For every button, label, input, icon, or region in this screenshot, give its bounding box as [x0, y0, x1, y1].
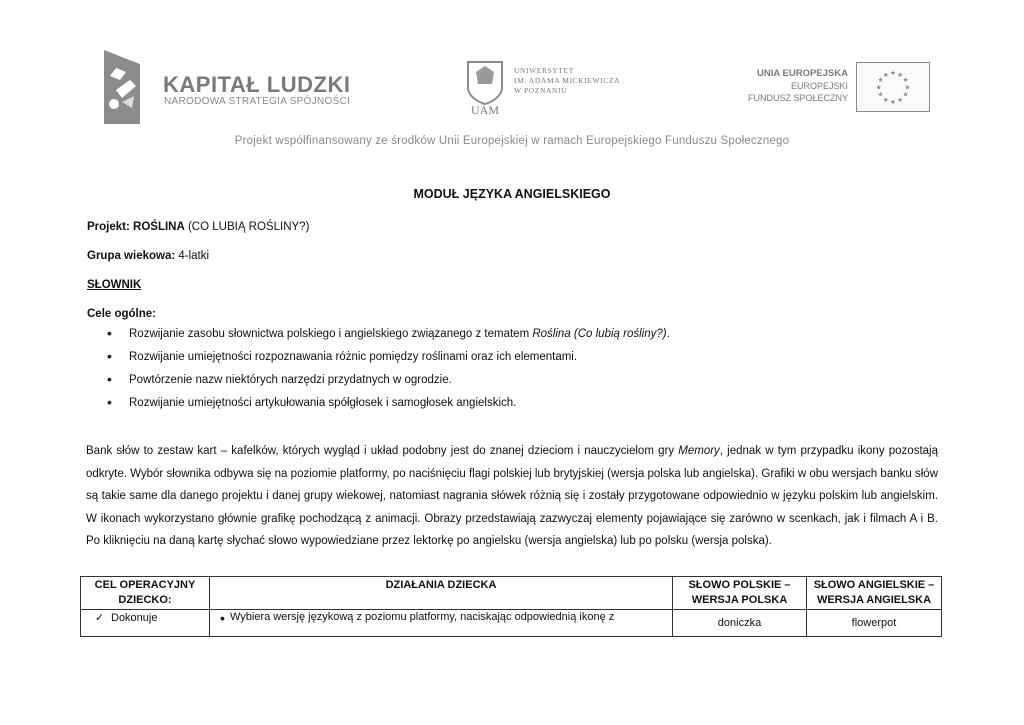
goal-italic: Roślina (Co lubią rośliny?): [532, 328, 667, 340]
eu-star-icon: ★: [875, 84, 882, 92]
goal-item: [107, 373, 670, 396]
eu-star-icon: ★: [889, 98, 897, 106]
eu-flag-icon: [856, 62, 930, 112]
operational-goals-table: [80, 576, 942, 637]
goal-item: [107, 350, 670, 373]
document-title: MODUŁ JĘZYKA ANGIELSKIEGO: [413, 187, 611, 201]
kapital-ludzki-subtitle: NARODOWA STRATEGIA SPÓJNOŚCI: [164, 96, 351, 107]
section-heading: SŁOWNIK: [87, 279, 142, 291]
eu-star-icon: ★: [902, 77, 909, 85]
table-header-row: [81, 577, 942, 610]
goal-item: [107, 396, 670, 419]
row-action: • Wybiera wersję językową z poziomu platformy, naciskając odpowiednią ikonę z: [210, 610, 673, 637]
goal-text: Powtórzenie nazw niektórych narzędzi przydatnych w ogrodzie.: [129, 374, 452, 386]
paragraph-italic: Memory: [678, 445, 720, 457]
eu-star-icon: ★: [877, 77, 884, 85]
checkmark-icon: ✓: [95, 612, 105, 624]
eu-sub2: FUNDUSZ SPOŁECZNY: [748, 93, 849, 103]
age-group-line: [87, 250, 209, 262]
paragraph-text: , jednak w tym przypadku ikony pozostają odkryte. Wybór słownika odbywa się na poziomie platformy, po naciśnięciu flagi polskiej lub brytyjskiej (wersja polska lub angielska). Grafiki w obu wersjach banku słów są takie same dla danego projektu i danej grupy wiekowej, natomiast nagrania słówek różnią się i zostały przygotowane odpowiednio w języku polskim lub angielskim. W ikonach wykorzystano głównie grafikę pochodzącą z animacji. Obrazy przedstawiają zazwyczaj elementy pojawiające się zarówno w scenkach, jak i filmach A i B. Po kliknięciu na daną kartę słychać słowo wypowiedziane przez lektorkę po angielsku (wersja angielska) lub po polsku (wersja polska).: [86, 445, 938, 547]
eu-star-icon: ★: [882, 96, 889, 104]
project-line: [87, 221, 309, 233]
eu-star-icon: ★: [897, 71, 904, 79]
eu-star-icon: ★: [902, 91, 909, 99]
project-value-bold: ROŚLINA: [133, 221, 185, 233]
uam-name-line: UNIWERSYTET: [514, 66, 574, 75]
row-english-word: flowerpot: [807, 610, 942, 637]
header-english-word: SŁOWO ANGIELSKIE – WERSJA ANGIELSKA: [807, 577, 942, 610]
row-goal: Dokonuje: [111, 612, 158, 624]
row-goal-cell: [81, 610, 210, 637]
cofinancing-note: Projekt współfinansowany ze środków Unii Europejskiej w ramach Europejskiego Funduszu Społecznego: [234, 135, 790, 147]
svg-text:UAM: UAM: [470, 103, 500, 116]
description-paragraph: [86, 440, 938, 553]
age-label: Grupa wiekowa:: [87, 250, 176, 262]
uam-crest-icon: [462, 58, 508, 116]
kapital-ludzki-title: KAPITAŁ LUDZKI: [163, 72, 351, 97]
eu-star-icon: ★: [889, 70, 897, 77]
eu-star-icon: ★: [882, 71, 889, 79]
table-row: [81, 610, 942, 637]
goal-item: [107, 327, 670, 350]
row-polish-word: doniczka: [673, 610, 807, 637]
header-actions: DZIAŁANIA DZIECKA: [210, 577, 673, 610]
paragraph-text: Bank słów to zestaw kart – kafelków, których wygląd i układ podobny jest do znanej dzieciom i nauczycielom gry: [86, 445, 679, 457]
eu-sub1: EUROPEJSKI: [790, 81, 848, 91]
goals-label: Cele ogólne:: [87, 308, 157, 320]
project-label: Projekt:: [87, 221, 130, 233]
kapital-ludzki-emblem-icon: [96, 46, 148, 126]
uam-name-line: IM. ADAMA MICKIEWICZA: [514, 76, 621, 85]
eu-title: UNIA EUROPEJSKA: [757, 68, 848, 79]
project-value-rest: (CO LUBIĄ ROŚLINY?): [184, 221, 310, 233]
eu-star-icon: ★: [904, 84, 911, 92]
goal-text: Rozwijanie zasobu słownictwa polskiego i angielskiego związanego z tematem: [129, 328, 533, 340]
uam-name: [514, 66, 620, 96]
uam-name-line: W POZNANIU: [514, 86, 568, 95]
goals-list: [107, 327, 670, 419]
age-value: 4-latki: [175, 250, 210, 262]
header-polish-word: SŁOWO POLSKIE – WERSJA POLSKA: [673, 577, 807, 610]
eu-star-icon: ★: [897, 96, 904, 104]
goal-text: Rozwijanie umiejętności artykułowania spółgłosek i samogłosek angielskich.: [129, 397, 517, 409]
eu-star-icon: ★: [877, 91, 884, 99]
goal-tail: .: [666, 328, 670, 340]
eu-label: [748, 68, 848, 104]
goal-text: Rozwijanie umiejętności rozpoznawania różnic pomiędzy roślinami oraz ich elementami.: [129, 351, 578, 363]
header-goal: CEL OPERACYJNY DZIECKO:: [81, 577, 210, 610]
